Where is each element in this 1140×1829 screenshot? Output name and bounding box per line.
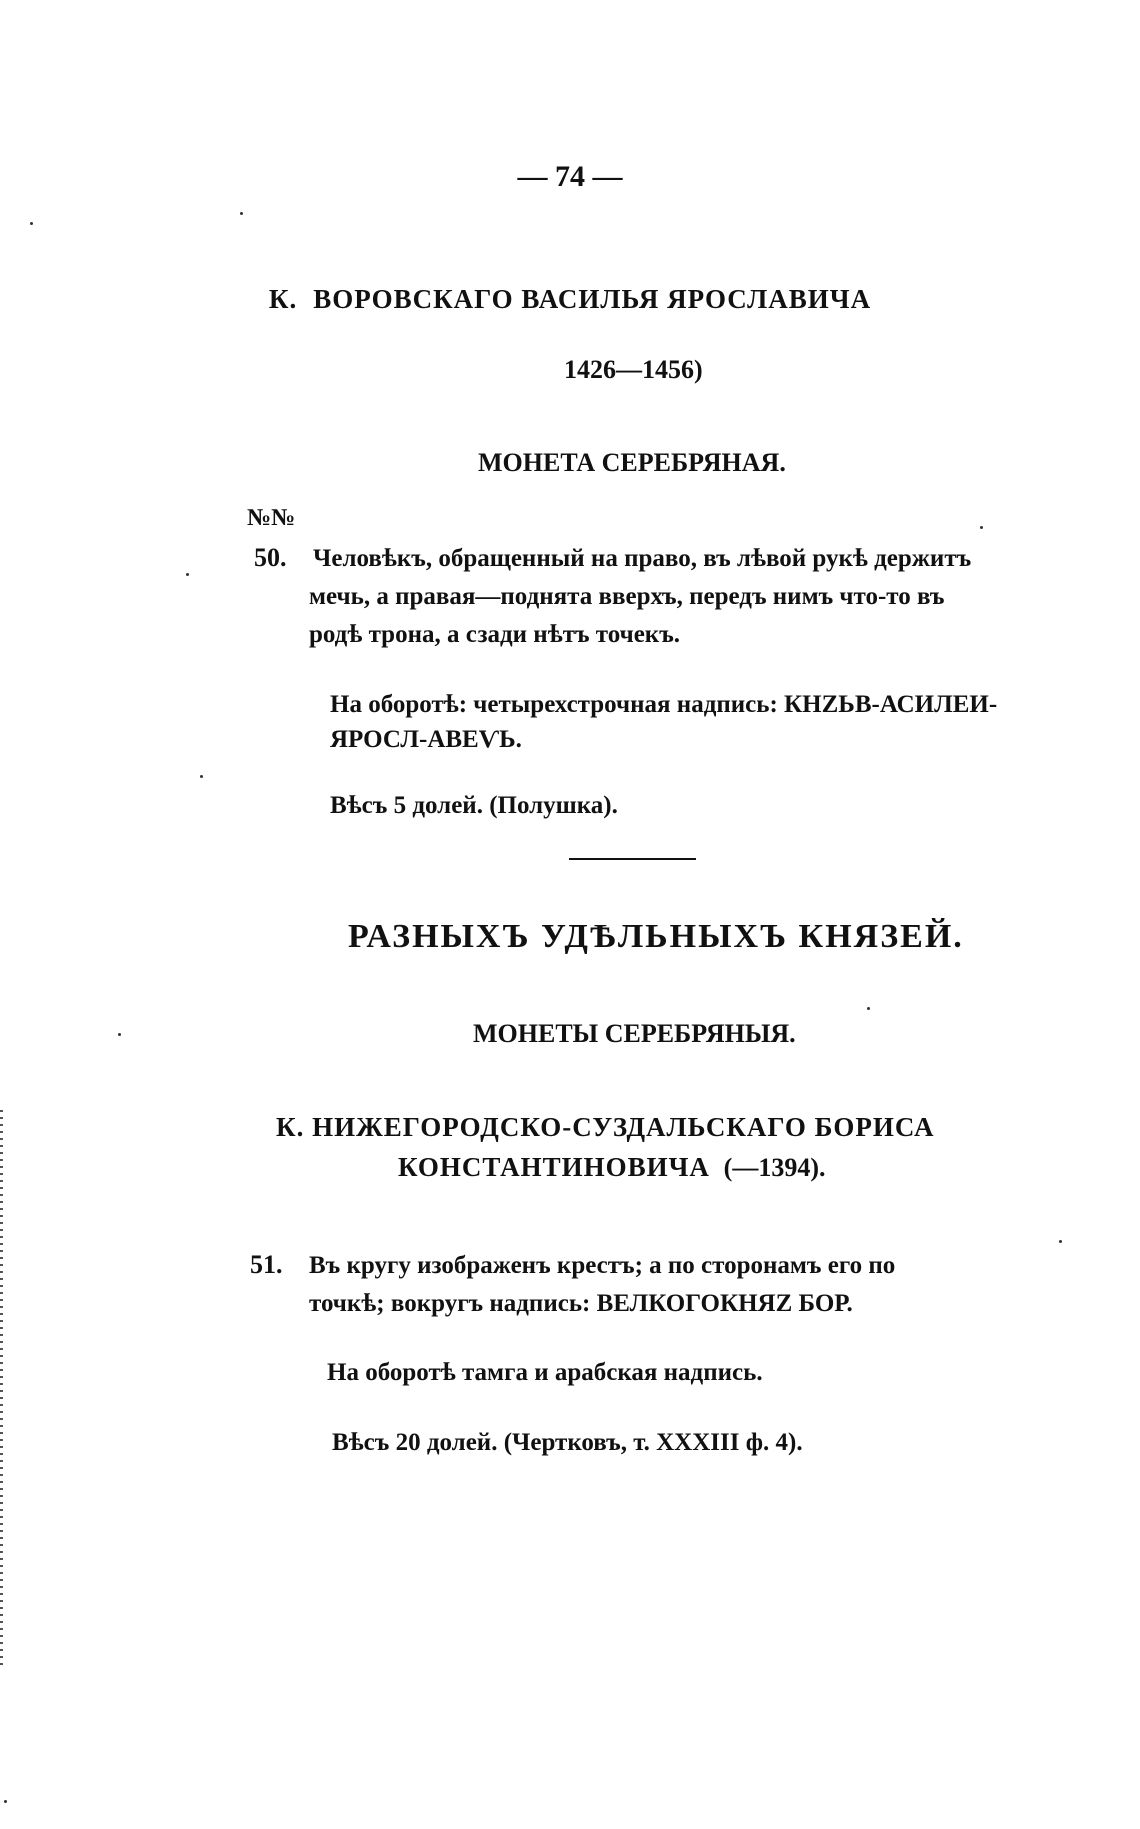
entry-51-line1: Въ кругу изображенъ крестъ; а по сторонамъ его по — [309, 1252, 896, 1279]
entry-50-line2: мечь, а правая—поднята вверхъ, передъ нимъ что-то въ — [309, 583, 945, 610]
scan-speck — [200, 775, 203, 778]
entry-50-line3: родѣ трона, а сзади нѣтъ точекъ. — [309, 621, 681, 648]
section2-subtitle-dates: (—1394). — [723, 1153, 826, 1182]
section2-coin-type: МОНЕТЫ СЕРЕБРЯНЫЯ. — [473, 1019, 796, 1048]
section1-coin-type: МОНЕТА СЕРЕБРЯНАЯ. — [478, 448, 786, 477]
entry-51-weight: Вѣсъ 20 долей. (Чертковъ, т. XXXIII ф. 4). — [332, 1429, 803, 1456]
section1-title — [0, 284, 1140, 315]
entry-50-reverse-line1: На оборотѣ: четырехстрочная надпись: КНZЬВ-АСИЛЕИ- — [330, 691, 998, 718]
entry-50-line1: Человѣкъ, обращенный на право, въ лѣвой рукѣ держитъ — [313, 545, 972, 572]
scan-speck — [1059, 1240, 1062, 1243]
section2-subtitle-name: КОНСТАНТИНОВИЧА — [398, 1152, 710, 1182]
entry-51-line2: точкѣ; вокругъ надпись: ВЕЛКОГОКНЯZ БОР. — [309, 1290, 853, 1317]
section2-title: РАЗНЫХЪ УДѢЛЬНЫХЪ КНЯЗЕЙ. — [348, 918, 964, 955]
section2-subtitle-line2 — [398, 1152, 826, 1183]
scan-speck — [980, 526, 983, 529]
scan-speck — [240, 212, 243, 215]
page-number: — 74 — — [517, 160, 623, 193]
scan-speck — [30, 222, 33, 225]
entry-50-reverse-line2: ЯРОСЛ-АВЕѴЬ. — [330, 726, 522, 753]
scan-speck — [118, 1033, 121, 1036]
section1-title-prefix: К. — [268, 284, 298, 314]
scan-speck — [4, 1800, 7, 1803]
section1-dates: 1426—1456) — [564, 355, 703, 384]
section1-title-text: ВОРОВСКАГО ВАСИЛЬЯ ЯРОСЛАВИЧА — [313, 284, 872, 314]
scan-speck — [867, 1007, 870, 1010]
entry-50-number: 50. — [254, 543, 287, 572]
scan-margin-artifact — [0, 1110, 3, 1670]
entry-50-weight: Вѣсъ 5 долей. (Полушка). — [330, 792, 618, 819]
entry-51-number: 51. — [250, 1250, 283, 1279]
entry-51-reverse: На оборотѣ тамга и арабская надпись. — [327, 1359, 763, 1386]
section-divider — [569, 858, 696, 860]
numbers-label: №№ — [247, 505, 296, 531]
scan-speck — [186, 573, 189, 576]
section2-subtitle-line1: К. НИЖЕГОРОДСКО-СУЗДАЛЬСКАГО БОРИСА — [276, 1112, 935, 1142]
